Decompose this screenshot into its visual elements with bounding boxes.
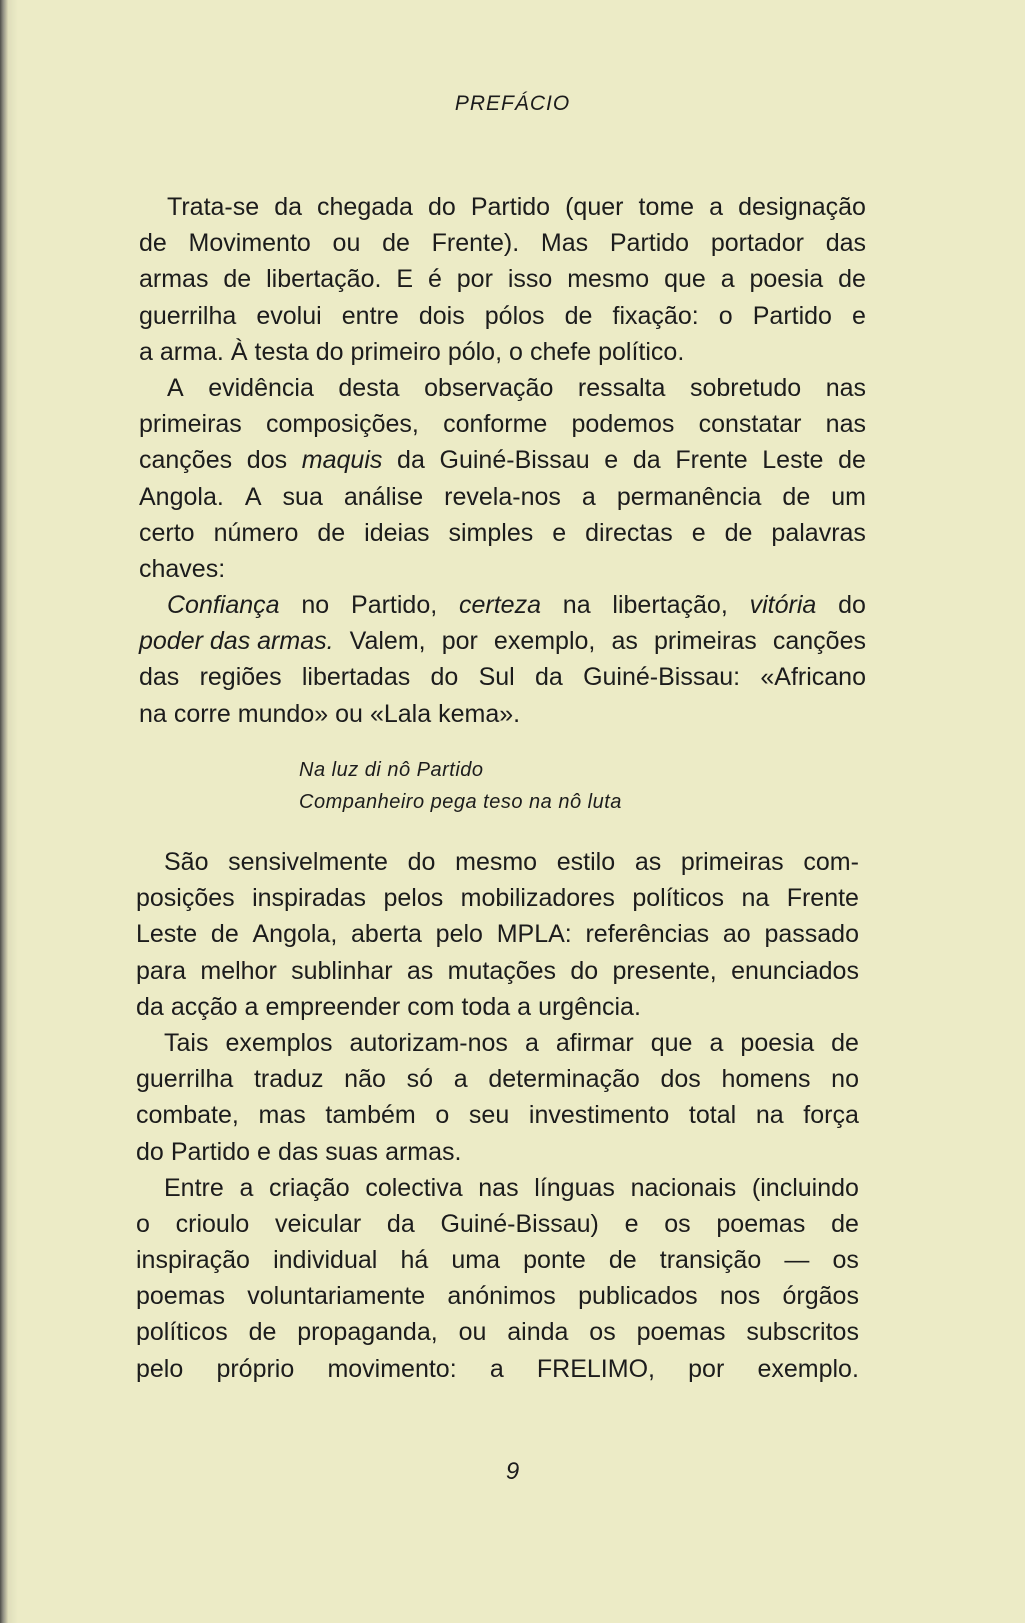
word: «Lala [369, 699, 432, 728]
word: Angola. [139, 482, 224, 511]
word: canções [772, 627, 866, 656]
word: poesia [740, 1028, 815, 1057]
word: Tais [164, 1028, 209, 1057]
word: chaves: [139, 554, 226, 583]
word: por [688, 1354, 725, 1383]
word: de [724, 518, 753, 547]
paragraph-3 [136, 844, 859, 1025]
word: de [248, 1318, 277, 1347]
word: de [831, 1209, 859, 1238]
text-line [139, 587, 866, 623]
word: MPLA: [496, 920, 572, 949]
word: do [315, 337, 344, 366]
word: inspiradas [252, 884, 367, 913]
word: no [301, 591, 330, 620]
word: o [509, 337, 523, 366]
word: na [741, 884, 770, 913]
word: traduz [253, 1065, 324, 1094]
word: designação [738, 193, 866, 221]
word: Partido, [351, 591, 438, 620]
word: corre [173, 699, 231, 728]
word: por [441, 627, 478, 656]
word: autorizam-nos [349, 1028, 508, 1057]
word: a [709, 1028, 724, 1057]
word: Guiné-Bissau [439, 446, 590, 475]
word: Partido [470, 193, 551, 221]
word: empreender [265, 992, 401, 1021]
word: vitória [749, 591, 817, 620]
text-line [136, 1134, 859, 1170]
word: ideias [364, 518, 430, 547]
word: guerrilha [136, 1065, 234, 1094]
word: «Africano [760, 663, 866, 692]
word: de [564, 301, 593, 330]
word: libertação, [612, 591, 728, 620]
word: ou [458, 1318, 487, 1347]
word: e [257, 1137, 271, 1166]
word: análise [343, 482, 424, 511]
word: chegada [317, 193, 413, 221]
word: mas [258, 1101, 306, 1130]
word: Angola, [252, 920, 338, 949]
word: conforme [443, 410, 548, 439]
word: Confiança [167, 591, 280, 620]
word: uma [451, 1246, 501, 1275]
text-line [139, 370, 866, 406]
word: os [832, 1246, 859, 1275]
word: pelo [136, 1354, 184, 1383]
word: sua [282, 482, 323, 511]
word: revela-nos [444, 482, 561, 511]
word: pólo, [447, 337, 503, 366]
word: Guiné-Bissau) [440, 1209, 599, 1238]
word: certeza [459, 591, 541, 620]
word: a [489, 1354, 504, 1383]
word: regiões [199, 663, 282, 692]
word: canções [139, 446, 233, 475]
text-line [139, 479, 866, 515]
word: criação [269, 1173, 350, 1202]
word: número [213, 518, 299, 547]
body-text-lower [136, 844, 859, 1387]
word: que [650, 1028, 693, 1057]
paragraph-5 [136, 1170, 859, 1387]
word: mutações [447, 956, 557, 985]
text-line [136, 1025, 859, 1061]
word: e [624, 1209, 639, 1238]
word: combate, [136, 1101, 239, 1130]
word: de [831, 1028, 859, 1057]
word: colectiva [365, 1173, 463, 1202]
word: poder das armas. [139, 627, 334, 656]
word: nos [719, 1282, 761, 1311]
text-line [139, 225, 866, 261]
word: Sul [478, 663, 515, 692]
word: Partido [752, 301, 832, 330]
word: é [427, 265, 442, 294]
word: força [803, 1101, 859, 1130]
text-line [136, 989, 859, 1025]
word: mesmo [455, 848, 538, 876]
word: do [136, 1137, 164, 1166]
word: Movimento [188, 229, 311, 258]
word: aberta [351, 920, 422, 949]
word: toda [461, 992, 511, 1021]
word: sensivelmente [228, 848, 388, 876]
word: suas [325, 1137, 379, 1166]
word: do [570, 956, 599, 985]
paragraph-2 [139, 370, 866, 732]
word: E [396, 265, 414, 294]
word: desta [338, 373, 400, 402]
word: pelo [435, 920, 483, 949]
word: Guiné-Bissau: [583, 663, 741, 692]
word: as [611, 627, 638, 656]
text-line [136, 1278, 859, 1314]
text-line [139, 696, 866, 732]
text-line [136, 1242, 859, 1278]
word: permanência [616, 482, 762, 511]
word: para [136, 956, 187, 985]
word: publicados [578, 1282, 698, 1311]
word: afirmar [555, 1028, 634, 1057]
gutter-shadow [8, 0, 18, 1623]
text-line [139, 623, 866, 659]
word: chefe [529, 337, 592, 366]
word: do [430, 663, 459, 692]
word: exemplo. [757, 1354, 859, 1383]
word: do [428, 193, 456, 221]
text-line [139, 261, 866, 297]
word: Frente [786, 884, 859, 913]
word: voluntariamente [247, 1282, 426, 1311]
word: composições, [266, 410, 419, 439]
text-line [136, 1314, 859, 1350]
text-line [136, 880, 859, 916]
word: de [782, 482, 811, 511]
word: não [344, 1065, 386, 1094]
word: Frente). [431, 229, 520, 258]
word: e [691, 518, 706, 547]
word: total [688, 1101, 737, 1130]
word: presente, [612, 956, 717, 985]
body-text-upper [139, 189, 866, 732]
word: Partido [170, 1137, 251, 1166]
word: as [406, 956, 434, 985]
word: subscritos [746, 1318, 859, 1347]
verse-quote [299, 754, 622, 818]
word: kema». [438, 699, 521, 728]
word: tome [638, 193, 695, 221]
paragraph-4 [136, 1025, 859, 1170]
word: determinação [488, 1065, 640, 1094]
page-number: 9 [505, 1458, 520, 1485]
text-line [139, 406, 866, 442]
paragraph-1 [139, 189, 866, 370]
word: simples [448, 518, 534, 547]
word: dos [246, 446, 288, 475]
word: da [535, 663, 563, 692]
text-line [139, 334, 866, 370]
word: (incluindo [751, 1173, 859, 1202]
word: mesmo [567, 265, 650, 294]
word: há [400, 1246, 429, 1275]
word: Trata-se [167, 193, 260, 221]
word: que [664, 265, 706, 294]
word: Valem, [349, 627, 426, 656]
word: primeiro [350, 337, 441, 366]
text-line [139, 551, 866, 587]
running-head: PREFÁCIO [454, 92, 571, 115]
word: urgência. [538, 992, 641, 1021]
word: um [831, 482, 866, 511]
word: com [407, 992, 455, 1021]
word: primeiras [139, 410, 242, 439]
word: constatar [698, 410, 802, 439]
word: a [139, 337, 153, 366]
word: arma. [159, 337, 224, 366]
word: ponte [523, 1246, 586, 1275]
word: do [407, 848, 436, 876]
word: FRELIMO, [536, 1354, 655, 1383]
word: da [136, 992, 164, 1021]
word: a [453, 1065, 468, 1094]
word: de [608, 1246, 637, 1275]
word: a [517, 992, 532, 1021]
word: nas [825, 373, 866, 402]
word: acção [170, 992, 238, 1021]
text-line [136, 844, 859, 880]
word: e [852, 301, 866, 330]
word: armas. [385, 1137, 462, 1166]
text-line [136, 953, 859, 989]
word: maquis [301, 446, 383, 475]
word: observação [424, 373, 554, 402]
word: passado [764, 920, 859, 949]
word: só [406, 1065, 433, 1094]
word: referências [585, 920, 710, 949]
word: nas [825, 410, 866, 439]
word: Partido [609, 229, 690, 258]
word: próprio [216, 1354, 295, 1383]
word: primeiras [680, 848, 784, 876]
text-line [136, 1097, 859, 1133]
word: mobilizadores [460, 884, 615, 913]
word: na [139, 699, 167, 728]
word: individual [273, 1246, 378, 1275]
word: ressalta [577, 373, 666, 402]
word: político. [598, 337, 685, 366]
word: ao [722, 920, 751, 949]
word: melhor [200, 956, 277, 985]
word: — [784, 1246, 810, 1275]
word: pelos [383, 884, 444, 913]
word: com- [803, 848, 859, 876]
word: armas [139, 265, 209, 294]
word: posições [136, 884, 235, 913]
word: transição [659, 1246, 762, 1275]
word: sublinhar [291, 956, 393, 985]
word: Entre [164, 1173, 224, 1202]
word: inspiração [136, 1246, 250, 1275]
word: da [386, 1209, 415, 1238]
word: palavras [771, 518, 866, 547]
word: os [589, 1318, 616, 1347]
word: Mas [540, 229, 589, 258]
text-line [139, 515, 866, 551]
word: propaganda, [297, 1318, 438, 1347]
word: das [825, 229, 866, 258]
word: guerrilha [139, 301, 237, 330]
text-line [139, 442, 866, 478]
word: ou [335, 699, 363, 728]
word: podemos [571, 410, 675, 439]
word: órgãos [782, 1282, 859, 1311]
word: também [325, 1101, 416, 1130]
word: ou [332, 229, 361, 258]
text-line [136, 1206, 859, 1242]
word: A [244, 482, 262, 511]
word: (quer [565, 193, 624, 221]
word: poemas [136, 1282, 225, 1311]
word: investimento [528, 1101, 670, 1130]
word: nacionais [630, 1173, 737, 1202]
text-line [136, 1061, 859, 1097]
word: de [317, 518, 346, 547]
word: da [632, 446, 661, 475]
text-line [136, 1170, 859, 1206]
word: poemas [636, 1318, 726, 1347]
word: a [244, 992, 259, 1021]
word: São [164, 848, 209, 876]
word: e [552, 518, 567, 547]
word: da [274, 193, 302, 221]
word: o [136, 1209, 150, 1238]
word: na [562, 591, 591, 620]
word: políticos [136, 1318, 228, 1347]
word: veicular [275, 1209, 362, 1238]
word: libertadas [301, 663, 411, 692]
word: as [634, 848, 662, 876]
word: de [838, 446, 866, 475]
word: a [709, 193, 724, 221]
word: Leste [136, 920, 198, 949]
word: entre [341, 301, 399, 330]
word: poesia [749, 265, 824, 294]
word: de [838, 265, 866, 294]
word: dos [660, 1065, 701, 1094]
word: A [167, 373, 184, 402]
word: movimento: [327, 1354, 457, 1383]
word: evolui [256, 301, 322, 330]
word: nas [478, 1173, 519, 1202]
word: exemplo, [493, 627, 596, 656]
word: o [435, 1101, 450, 1130]
word: políticos [632, 884, 725, 913]
word: estilo [556, 848, 616, 876]
word: de [223, 265, 252, 294]
word: testa [254, 337, 309, 366]
word: poemas [716, 1209, 806, 1238]
word: mundo» [237, 699, 329, 728]
word: enunciados [731, 956, 859, 985]
word: a [720, 265, 735, 294]
word: a [581, 482, 596, 511]
text-line [136, 916, 859, 952]
word: directas [585, 518, 673, 547]
word: na [755, 1101, 784, 1130]
word: pólos [484, 301, 545, 330]
word: das [277, 1137, 319, 1166]
text-line [139, 298, 866, 334]
word: certo [139, 518, 195, 547]
word: o [718, 301, 733, 330]
word: ainda [507, 1318, 569, 1347]
word: os [664, 1209, 691, 1238]
word: do [838, 591, 866, 620]
text-line [139, 189, 866, 225]
text-line [136, 1351, 859, 1387]
word: por [456, 265, 493, 294]
book-gutter-edge [0, 0, 8, 1623]
text-line [139, 659, 866, 695]
word: fixação: [612, 301, 699, 330]
word: de [210, 920, 239, 949]
word: línguas [534, 1173, 615, 1202]
word: sobretudo [689, 373, 802, 402]
word: homens [721, 1065, 811, 1094]
word: À [230, 337, 248, 366]
word: a [239, 1173, 254, 1202]
word: primeiras [653, 627, 757, 656]
word: seu [468, 1101, 510, 1130]
word: Frente [675, 446, 748, 475]
word: evidência [208, 373, 314, 402]
word: de [139, 229, 167, 258]
word: de [382, 229, 410, 258]
word: das [139, 663, 180, 692]
verse-line: Companheiro pega teso na nô luta [299, 791, 622, 813]
verse-line: Na luz di nô Partido [299, 759, 484, 781]
word: libertação. [266, 265, 382, 294]
word: portador [710, 229, 804, 258]
word: no [831, 1065, 859, 1094]
word: exemplos [225, 1028, 333, 1057]
word: Leste [762, 446, 824, 475]
word: a [524, 1028, 539, 1057]
word: da [397, 446, 425, 475]
word: e [604, 446, 619, 475]
word: isso [507, 265, 553, 294]
word: dois [418, 301, 465, 330]
word: crioulo [175, 1209, 250, 1238]
word: anónimos [447, 1282, 556, 1311]
